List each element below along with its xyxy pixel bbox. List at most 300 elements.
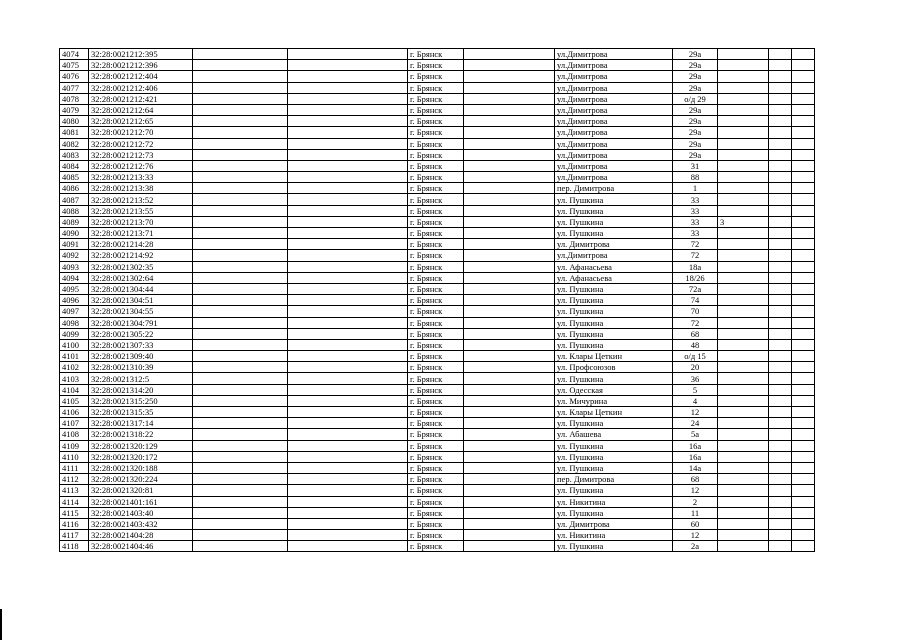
table-row [60, 49, 815, 60]
empty-cell [769, 474, 792, 485]
table-row [60, 395, 815, 406]
empty-cell [769, 228, 792, 239]
empty-cell [769, 485, 792, 496]
street-cell: ул. Пушкина [555, 440, 673, 451]
empty-cell [792, 339, 815, 350]
city-cell: г. Брянск [408, 306, 464, 317]
extra-cell [718, 127, 769, 138]
house-number-cell: о/д 15 [673, 351, 718, 362]
city-cell: г. Брянск [408, 339, 464, 350]
empty-cell [288, 116, 408, 127]
city-cell: г. Брянск [408, 272, 464, 283]
table-row [60, 541, 815, 552]
empty-cell [464, 194, 555, 205]
row-number-cell: 4108 [60, 429, 89, 440]
empty-cell [769, 49, 792, 60]
empty-cell [193, 183, 288, 194]
city-cell: г. Брянск [408, 205, 464, 216]
empty-cell [769, 283, 792, 294]
city-cell: г. Брянск [408, 541, 464, 552]
house-number-cell: 74 [673, 295, 718, 306]
house-number-cell: 12 [673, 407, 718, 418]
street-cell: ул.Димитрова [555, 71, 673, 82]
empty-cell [464, 228, 555, 239]
row-number-cell: 4109 [60, 440, 89, 451]
street-cell: ул.Димитрова [555, 138, 673, 149]
empty-cell [769, 407, 792, 418]
empty-cell [288, 362, 408, 373]
empty-cell [288, 407, 408, 418]
empty-cell [288, 205, 408, 216]
cadastral-number-cell: 32:28:0021212:404 [89, 71, 193, 82]
empty-cell [769, 328, 792, 339]
row-number-cell: 4085 [60, 172, 89, 183]
empty-cell [792, 518, 815, 529]
table-row [60, 194, 815, 205]
house-number-cell: 33 [673, 216, 718, 227]
house-number-cell: о/д 29 [673, 93, 718, 104]
cadastral-number-cell: 32:28:0021320:188 [89, 462, 193, 473]
extra-cell [718, 462, 769, 473]
empty-cell [464, 172, 555, 183]
empty-cell [193, 228, 288, 239]
empty-cell [193, 283, 288, 294]
extra-cell [718, 250, 769, 261]
empty-cell [288, 317, 408, 328]
city-cell: г. Брянск [408, 250, 464, 261]
cadastral-number-cell: 32:28:0021401:161 [89, 496, 193, 507]
empty-cell [193, 451, 288, 462]
table-row [60, 373, 815, 384]
empty-cell [288, 261, 408, 272]
house-number-cell: 33 [673, 228, 718, 239]
table-row [60, 239, 815, 250]
city-cell: г. Брянск [408, 127, 464, 138]
city-cell: г. Брянск [408, 172, 464, 183]
empty-cell [792, 507, 815, 518]
empty-cell [464, 429, 555, 440]
empty-cell [288, 272, 408, 283]
extra-cell [718, 82, 769, 93]
house-number-cell: 11 [673, 507, 718, 518]
empty-cell [464, 71, 555, 82]
row-number-cell: 4091 [60, 239, 89, 250]
extra-cell [718, 418, 769, 429]
city-cell: г. Брянск [408, 261, 464, 272]
empty-cell [193, 205, 288, 216]
cadastral-number-cell: 32:28:0021404:46 [89, 541, 193, 552]
empty-cell [193, 71, 288, 82]
cadastral-number-cell: 32:28:0021212:73 [89, 149, 193, 160]
house-number-cell: 5 [673, 384, 718, 395]
house-number-cell: 33 [673, 194, 718, 205]
table-row [60, 283, 815, 294]
cadastral-number-cell: 32:28:0021212:406 [89, 82, 193, 93]
extra-cell [718, 507, 769, 518]
empty-cell [193, 351, 288, 362]
empty-cell [769, 93, 792, 104]
row-number-cell: 4094 [60, 272, 89, 283]
cadastral-number-cell: 32:28:0021317:14 [89, 418, 193, 429]
empty-cell [288, 474, 408, 485]
row-number-cell: 4074 [60, 49, 89, 60]
city-cell: г. Брянск [408, 373, 464, 384]
extra-cell [718, 261, 769, 272]
street-cell: ул. Пушкина [555, 451, 673, 462]
empty-cell [288, 49, 408, 60]
table-row [60, 82, 815, 93]
empty-cell [464, 362, 555, 373]
street-cell: ул. Клары Цеткин [555, 351, 673, 362]
cadastral-number-cell: 32:28:0021212:65 [89, 116, 193, 127]
extra-cell [718, 518, 769, 529]
house-number-cell: 48 [673, 339, 718, 350]
street-cell: ул. Клары Цеткин [555, 407, 673, 418]
empty-cell [792, 328, 815, 339]
street-cell: ул. Никитина [555, 530, 673, 541]
row-number-cell: 4117 [60, 530, 89, 541]
cadastral-number-cell: 32:28:0021403:40 [89, 507, 193, 518]
street-cell: ул. Пушкина [555, 228, 673, 239]
city-cell: г. Брянск [408, 462, 464, 473]
house-number-cell: 88 [673, 172, 718, 183]
row-number-cell: 4112 [60, 474, 89, 485]
extra-cell [718, 317, 769, 328]
row-number-cell: 4093 [60, 261, 89, 272]
city-cell: г. Брянск [408, 49, 464, 60]
row-number-cell: 4110 [60, 451, 89, 462]
cadastral-number-cell: 32:28:0021305:22 [89, 328, 193, 339]
empty-cell [193, 261, 288, 272]
empty-cell [288, 149, 408, 160]
city-cell: г. Брянск [408, 328, 464, 339]
row-number-cell: 4090 [60, 228, 89, 239]
extra-cell [718, 373, 769, 384]
house-number-cell: 2а [673, 541, 718, 552]
empty-cell [288, 541, 408, 552]
house-number-cell: 29а [673, 127, 718, 138]
empty-cell [464, 395, 555, 406]
street-cell: пер. Димитрова [555, 183, 673, 194]
page-edge-mark [0, 609, 2, 640]
row-number-cell: 4089 [60, 216, 89, 227]
city-cell: г. Брянск [408, 351, 464, 362]
empty-cell [792, 384, 815, 395]
extra-cell [718, 395, 769, 406]
house-number-cell: 29а [673, 49, 718, 60]
street-cell: ул. Пушкина [555, 295, 673, 306]
empty-cell [769, 395, 792, 406]
table-row [60, 228, 815, 239]
table-row [60, 216, 815, 227]
empty-cell [193, 317, 288, 328]
table-row [60, 462, 815, 473]
street-cell: ул. Никитина [555, 496, 673, 507]
street-cell: ул.Димитрова [555, 149, 673, 160]
city-cell: г. Брянск [408, 183, 464, 194]
empty-cell [769, 295, 792, 306]
empty-cell [193, 160, 288, 171]
empty-cell [464, 216, 555, 227]
extra-cell [718, 339, 769, 350]
city-cell: г. Брянск [408, 429, 464, 440]
empty-cell [288, 228, 408, 239]
street-cell: ул.Димитрова [555, 93, 673, 104]
table-row [60, 93, 815, 104]
cadastral-number-cell: 32:28:0021320:129 [89, 440, 193, 451]
cadastral-number-cell: 32:28:0021212:64 [89, 104, 193, 115]
empty-cell [769, 239, 792, 250]
empty-cell [769, 138, 792, 149]
cadastral-number-cell: 32:28:0021315:35 [89, 407, 193, 418]
empty-cell [464, 138, 555, 149]
property-register-table [59, 48, 815, 552]
city-cell: г. Брянск [408, 395, 464, 406]
empty-cell [769, 183, 792, 194]
cadastral-number-cell: 32:28:0021212:76 [89, 160, 193, 171]
row-number-cell: 4097 [60, 306, 89, 317]
street-cell: ул. Пушкина [555, 339, 673, 350]
table-row [60, 306, 815, 317]
empty-cell [792, 239, 815, 250]
empty-cell [769, 351, 792, 362]
extra-cell [718, 272, 769, 283]
row-number-cell: 4103 [60, 373, 89, 384]
empty-cell [288, 127, 408, 138]
row-number-cell: 4098 [60, 317, 89, 328]
extra-cell [718, 138, 769, 149]
extra-cell [718, 451, 769, 462]
table-row [60, 295, 815, 306]
empty-cell [792, 116, 815, 127]
extra-cell [718, 440, 769, 451]
city-cell: г. Брянск [408, 93, 464, 104]
empty-cell [193, 60, 288, 71]
house-number-cell: 12 [673, 485, 718, 496]
house-number-cell: 16а [673, 451, 718, 462]
empty-cell [769, 205, 792, 216]
empty-cell [464, 183, 555, 194]
table-row [60, 440, 815, 451]
cadastral-number-cell: 32:28:0021404:28 [89, 530, 193, 541]
table-row [60, 160, 815, 171]
empty-cell [464, 49, 555, 60]
empty-cell [769, 261, 792, 272]
house-number-cell: 29а [673, 60, 718, 71]
cadastral-number-cell: 32:28:0021214:28 [89, 239, 193, 250]
empty-cell [193, 138, 288, 149]
extra-cell [718, 60, 769, 71]
row-number-cell: 4099 [60, 328, 89, 339]
street-cell: ул. Абашева [555, 429, 673, 440]
empty-cell [464, 283, 555, 294]
empty-cell [464, 541, 555, 552]
city-cell: г. Брянск [408, 485, 464, 496]
extra-cell [718, 496, 769, 507]
empty-cell [288, 60, 408, 71]
street-cell: ул. Пушкина [555, 541, 673, 552]
empty-cell [792, 462, 815, 473]
empty-cell [193, 328, 288, 339]
table-row [60, 474, 815, 485]
city-cell: г. Брянск [408, 362, 464, 373]
city-cell: г. Брянск [408, 116, 464, 127]
cadastral-number-cell: 32:28:0021320:224 [89, 474, 193, 485]
empty-cell [288, 194, 408, 205]
street-cell: ул. Пушкина [555, 373, 673, 384]
row-number-cell: 4115 [60, 507, 89, 518]
cadastral-number-cell: 32:28:0021315:250 [89, 395, 193, 406]
row-number-cell: 4095 [60, 283, 89, 294]
row-number-cell: 4101 [60, 351, 89, 362]
empty-cell [769, 462, 792, 473]
row-number-cell: 4088 [60, 205, 89, 216]
empty-cell [792, 228, 815, 239]
empty-cell [288, 373, 408, 384]
city-cell: г. Брянск [408, 149, 464, 160]
empty-cell [769, 418, 792, 429]
empty-cell [792, 82, 815, 93]
table-row [60, 407, 815, 418]
empty-cell [288, 71, 408, 82]
street-cell: ул. Пушкина [555, 194, 673, 205]
empty-cell [792, 138, 815, 149]
empty-cell [464, 474, 555, 485]
empty-cell [288, 418, 408, 429]
row-number-cell: 4075 [60, 60, 89, 71]
extra-cell [718, 172, 769, 183]
empty-cell [464, 317, 555, 328]
empty-cell [288, 384, 408, 395]
street-cell: ул. Пушкина [555, 205, 673, 216]
empty-cell [792, 451, 815, 462]
empty-cell [464, 507, 555, 518]
empty-cell [288, 451, 408, 462]
empty-cell [464, 60, 555, 71]
house-number-cell: 72а [673, 283, 718, 294]
street-cell: ул. Афанасьева [555, 261, 673, 272]
house-number-cell: 29а [673, 71, 718, 82]
city-cell: г. Брянск [408, 283, 464, 294]
street-cell: ул. Одесская [555, 384, 673, 395]
extra-cell [718, 306, 769, 317]
row-number-cell: 4081 [60, 127, 89, 138]
extra-cell [718, 362, 769, 373]
city-cell: г. Брянск [408, 216, 464, 227]
empty-cell [288, 462, 408, 473]
extra-cell [718, 239, 769, 250]
empty-cell [769, 541, 792, 552]
empty-cell [769, 250, 792, 261]
house-number-cell: 20 [673, 362, 718, 373]
empty-cell [792, 541, 815, 552]
empty-cell [193, 250, 288, 261]
empty-cell [464, 440, 555, 451]
extra-cell [718, 283, 769, 294]
empty-cell [288, 518, 408, 529]
empty-cell [464, 272, 555, 283]
empty-cell [193, 485, 288, 496]
empty-cell [792, 351, 815, 362]
cadastral-number-cell: 32:28:0021212:395 [89, 49, 193, 60]
row-number-cell: 4106 [60, 407, 89, 418]
city-cell: г. Брянск [408, 418, 464, 429]
table-row [60, 384, 815, 395]
empty-cell [769, 317, 792, 328]
street-cell: ул. Пушкина [555, 306, 673, 317]
house-number-cell: 24 [673, 418, 718, 429]
empty-cell [464, 351, 555, 362]
extra-cell [718, 407, 769, 418]
empty-cell [193, 530, 288, 541]
street-cell: ул. Пушкина [555, 317, 673, 328]
empty-cell [769, 373, 792, 384]
house-number-cell: 14а [673, 462, 718, 473]
street-cell: ул. Пушкина [555, 507, 673, 518]
empty-cell [464, 339, 555, 350]
city-cell: г. Брянск [408, 451, 464, 462]
empty-cell [193, 93, 288, 104]
table-row [60, 328, 815, 339]
empty-cell [193, 339, 288, 350]
empty-cell [288, 328, 408, 339]
city-cell: г. Брянск [408, 407, 464, 418]
empty-cell [193, 172, 288, 183]
empty-cell [769, 60, 792, 71]
empty-cell [769, 440, 792, 451]
street-cell: ул.Димитрова [555, 60, 673, 71]
empty-cell [792, 71, 815, 82]
street-cell: ул. Пушкина [555, 418, 673, 429]
empty-cell [464, 239, 555, 250]
empty-cell [769, 127, 792, 138]
city-cell: г. Брянск [408, 104, 464, 115]
street-cell: ул.Димитрова [555, 127, 673, 138]
empty-cell [792, 194, 815, 205]
city-cell: г. Брянск [408, 496, 464, 507]
cadastral-number-cell: 32:28:0021213:71 [89, 228, 193, 239]
extra-cell [718, 160, 769, 171]
empty-cell [792, 362, 815, 373]
extra-cell [718, 328, 769, 339]
empty-cell [193, 518, 288, 529]
empty-cell [769, 172, 792, 183]
city-cell: г. Брянск [408, 295, 464, 306]
house-number-cell: 5а [673, 429, 718, 440]
extra-cell: 3 [718, 216, 769, 227]
extra-cell [718, 530, 769, 541]
extra-cell [718, 351, 769, 362]
extra-cell [718, 295, 769, 306]
cadastral-number-cell: 32:28:0021309:40 [89, 351, 193, 362]
empty-cell [193, 216, 288, 227]
table-row [60, 138, 815, 149]
street-cell: ул. Мичурина [555, 395, 673, 406]
empty-cell [288, 172, 408, 183]
house-number-cell: 70 [673, 306, 718, 317]
table-row [60, 116, 815, 127]
city-cell: г. Брянск [408, 82, 464, 93]
table-row [60, 518, 815, 529]
cadastral-number-cell: 32:28:0021214:92 [89, 250, 193, 261]
empty-cell [464, 407, 555, 418]
empty-cell [193, 239, 288, 250]
street-cell: ул.Димитрова [555, 172, 673, 183]
empty-cell [288, 239, 408, 250]
house-number-cell: 16а [673, 440, 718, 451]
empty-cell [792, 373, 815, 384]
table-row [60, 451, 815, 462]
